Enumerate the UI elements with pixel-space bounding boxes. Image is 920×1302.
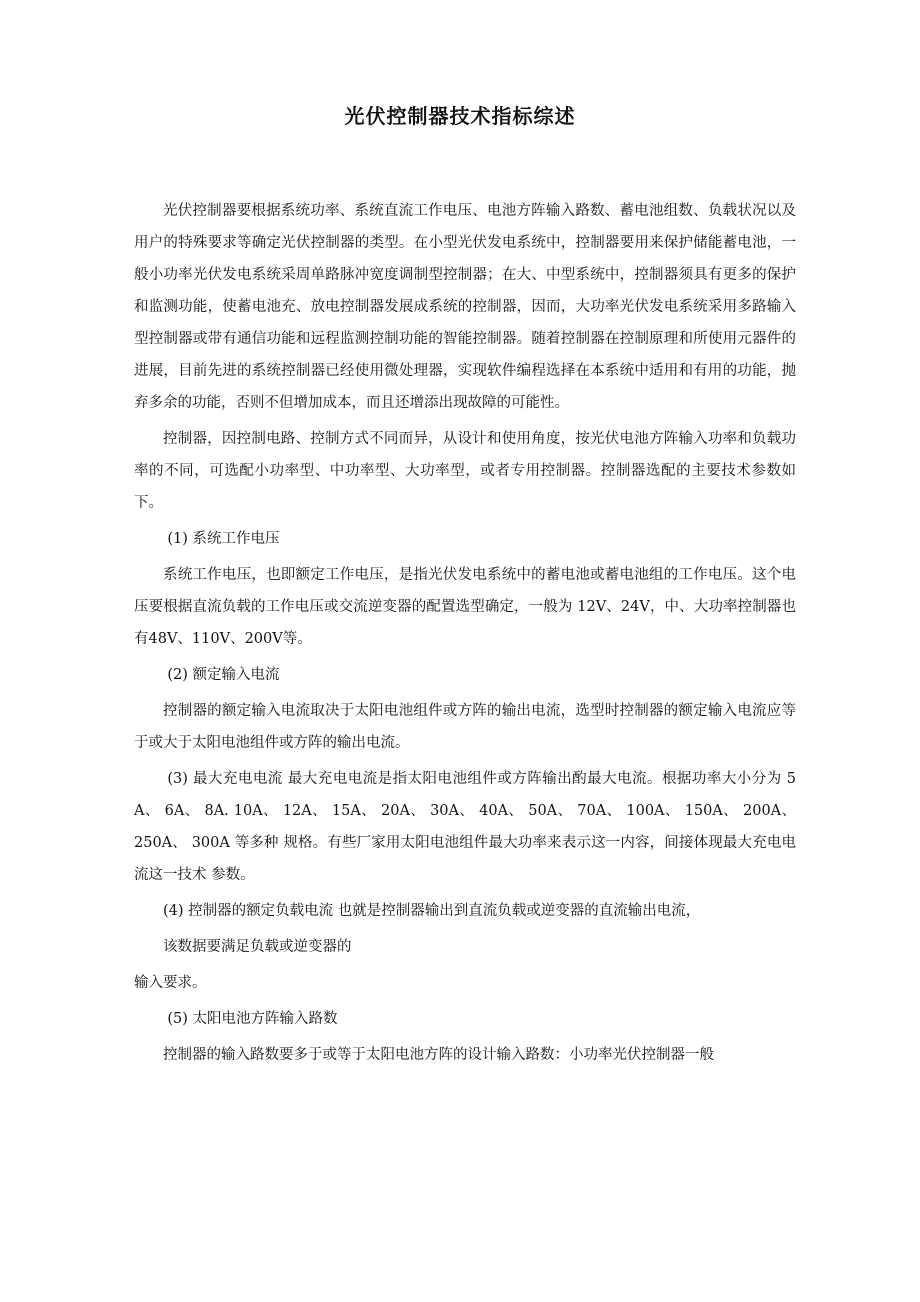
rated-load-current-line3: 输入要求。 [134,975,207,991]
max-charge-current-paragraph: (3) 最大充电电流 最大充电电流是指太阳电池组件或方阵输出酌最大电流。根据功率大小分为 5A、 6A、 8A. 10A、 12A、 15A、 20A、 30A、 40A、 50A、 70A、 100A、 150A、 200A、 250A、 300A 等多种 规格。有些厂家用太阳电池组件最大功率来表示这一内容，间接体现最大充电电流这一技术 参数。 [134,771,796,883]
section-heading-array-input-channels: (5) 太阳电池方阵输入路数 [167,1011,338,1027]
rated-load-current-line1: (4) 控制器的额定负载电流 也就是控制器输出到直流负载或逆变器的直流输出电流， [163,903,701,919]
rated-input-current-paragraph: 控制器的额定输入电流取决于太阳电池组件或方阵的输出电流，选型时控制器的额定输入电流应等于或大于太阳电池组件或方阵的输出电流。 [134,703,796,751]
section-heading-system-voltage: (1) 系统工作电压 [167,531,280,547]
document-body [134,195,796,1071]
rated-load-current-line2: 该数据要满足负载或逆变器的 [163,939,352,955]
intro-paragraph: 光伏控制器要根据系统功率、系统直流工作电压、电池方阵输入路数、蓄电池组数、负载状况以及用户的特殊要求等确定光伏控制器的类型。在小型光伏发电系统中，控制器要用来保护储能蓄电池，一般小功率光伏发电系统采周单路脉冲宽度调制型控制器；在大、中型系统中，控制器须具有更多的保护和监测功能，使蓄电池充、放电控制器发展成系统的控制器，因而，大功率光伏发电系统采用多路输入型控制器或带有通信功能和远程监测控制功能的智能控制器。随着控制器在控制原理和所使用元器件的进展，目前先进的系统控制器已经使用微处理器，实现软件编程选择在本系统中适用和有用的功能，抛弃多余的功能，否则不但增加成本，而且还增添出现故障的可能性。 [134,203,796,411]
document-title: 光伏控制器技术指标综述 [344,104,576,128]
system-voltage-paragraph: 系统工作电压，也即额定工作电压，是指光伏发电系统中的蓄电池或蓄电池组的工作电压。这个电压要根据直流负载的工作电压或交流逆变器的配置选型确定，一般为 12V、24V，中、大功率控制器也有48V、110V、200V等。 [134,567,796,647]
section-heading-rated-input-current: (2) 额定输入电流 [167,667,280,683]
array-input-channels-paragraph: 控制器的输入路数要多于或等于太阳电池方阵的设计输入路数：小功率光伏控制器一般 [163,1047,714,1063]
selection-paragraph: 控制器，因控制电路、控制方式不同而异，从设计和使用角度，按光伏电池方阵输入功率和负载功率的不同，可选配小功率型、中功率型、大功率型，或者专用控制器。控制器选配的主要技术参数如下。 [134,431,796,511]
